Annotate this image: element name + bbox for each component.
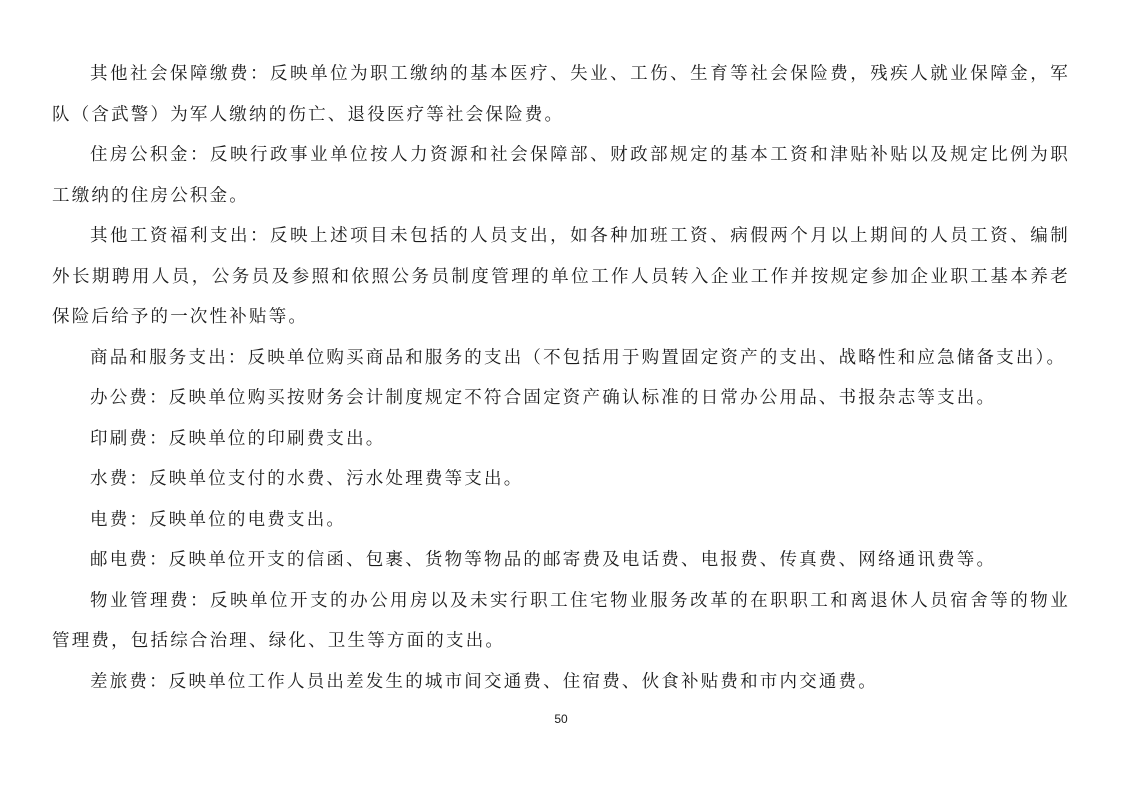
paragraph-housing-fund: 住房公积金：反映行政事业单位按人力资源和社会保障部、财政部规定的基本工资和津贴补贴以及规定比例为职工缴纳的住房公积金。	[52, 145, 1070, 206]
paragraph-other-social-security: 其他社会保障缴费：反映单位为职工缴纳的基本医疗、失业、工伤、生育等社会保险费，残疾人就业保障金，军队（含武警）为军人缴纳的伤亡、退役医疗等社会保险费。	[52, 64, 1070, 125]
document-body	[52, 54, 1070, 702]
paragraph-electricity-expense: 电费：反映单位的电费支出。	[90, 509, 347, 530]
paragraph-printing-expense: 印刷费：反映单位的印刷费支出。	[90, 428, 386, 449]
page-number: 50	[554, 712, 568, 726]
paragraph-water-expense: 水费：反映单位支付的水费、污水处理费等支出。	[90, 469, 524, 489]
paragraph-postal-telecom-expense: 邮电费：反映单位开支的信函、包裹、货物等物品的邮寄费及电话费、电报费、传真费、网络通讯费等。	[90, 550, 997, 570]
paragraph-travel-expense: 差旅费：反映单位工作人员出差发生的城市间交通费、住宿费、伙食补贴费和市内交通费。	[90, 671, 878, 692]
paragraph-property-management: 物业管理费：反映单位开支的办公用房以及未实行职工住宅物业服务改革的在职职工和离退休人员宿舍等的物业管理费，包括综合治理、绿化、卫生等方面的支出。	[52, 590, 1070, 651]
paragraph-goods-services: 商品和服务支出：反映单位购买商品和服务的支出（不包括用于购置固定资产的支出、战略性和应急储备支出）。	[90, 347, 1067, 368]
paragraph-office-expense: 办公费：反映单位购买按财务会计制度规定不符合固定资产确认标准的日常办公用品、书报杂志等支出。	[90, 388, 997, 408]
paragraph-other-salary-welfare: 其他工资福利支出：反映上述项目未包括的人员支出，如各种加班工资、病假两个月以上期间的人员工资、编制外长期聘用人员，公务员及参照和依照公务员制度管理的单位工作人员转入企业工作并按规定参加企业职工基本养老保险后给予的一次性补贴等。	[52, 226, 1070, 327]
